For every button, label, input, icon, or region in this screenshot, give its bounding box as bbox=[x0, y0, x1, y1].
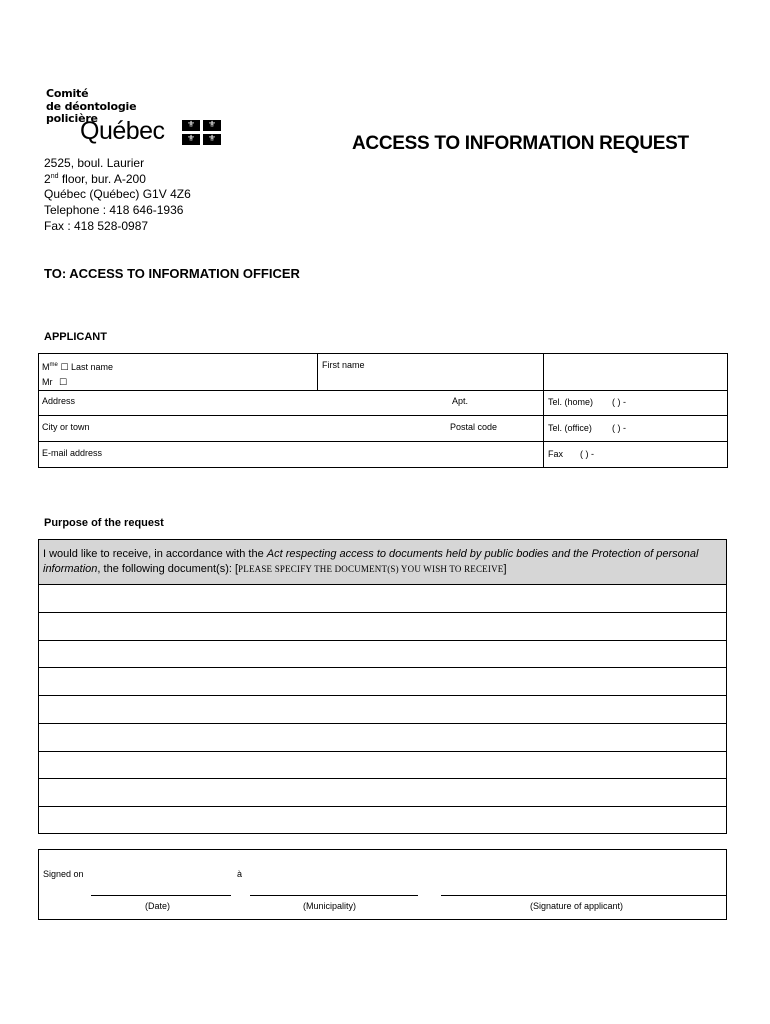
purpose-table bbox=[38, 539, 727, 834]
tel-office-mask: ( ) - bbox=[612, 423, 626, 433]
email-label: E-mail address bbox=[42, 448, 103, 458]
document-line[interactable] bbox=[39, 695, 726, 696]
address-city: Québec (Québec) G1V 4Z6 bbox=[44, 187, 191, 202]
table-col-divider bbox=[543, 353, 544, 468]
table-row-divider bbox=[38, 441, 728, 442]
address-label: Address bbox=[42, 396, 76, 406]
logo-line-3: policière bbox=[46, 112, 98, 125]
logo-line-2: de déontologie bbox=[46, 99, 137, 113]
tel-office-label: Tel. (office) bbox=[548, 423, 592, 433]
table-border-top bbox=[38, 353, 728, 354]
signature-block bbox=[38, 849, 727, 920]
fax-label: Fax bbox=[548, 449, 564, 459]
purpose-heading: Purpose of the request bbox=[44, 517, 164, 529]
document-line[interactable] bbox=[39, 667, 726, 668]
table-col-divider bbox=[317, 353, 318, 391]
document-line[interactable] bbox=[39, 751, 726, 752]
tel-home-label: Tel. (home) bbox=[548, 397, 594, 407]
address-telephone: Telephone : 418 646-1936 bbox=[44, 203, 184, 218]
quebec-flag-icon bbox=[182, 120, 222, 146]
purpose-instructions: I would like to receive, in accordance with the Act respecting access to documents held by public bodies and the Protection of personal information, the following document(s): [PLEASE SPECIFY THE DOCUMENT(S) YOU WISH TO RECEIVE] bbox=[43, 548, 699, 575]
quebec-wordmark: Québec bbox=[80, 117, 165, 145]
tel-home-mask: ( ) - bbox=[612, 397, 626, 407]
date-caption: (Date) bbox=[145, 901, 171, 911]
page-title: ACCESS TO INFORMATION REQUEST bbox=[352, 133, 689, 154]
address-floor: 2nd floor, bur. A-200 bbox=[44, 171, 146, 186]
municipality-field[interactable] bbox=[250, 895, 418, 896]
table-border-left bbox=[38, 353, 39, 468]
apt-label: Apt. bbox=[452, 396, 469, 406]
municipality-caption: (Municipality) bbox=[303, 901, 357, 911]
mr-checkbox[interactable]: ☐ bbox=[59, 377, 68, 387]
logo-line-1: Comité bbox=[46, 87, 89, 100]
fleur-de-lis-icon: ⚜ bbox=[203, 120, 221, 131]
applicant-heading: APPLICANT bbox=[44, 331, 107, 343]
purpose-header-cell bbox=[39, 540, 726, 585]
address-fax: Fax : 418 528-0987 bbox=[44, 218, 149, 233]
document-line[interactable] bbox=[39, 806, 726, 807]
address-street: 2525, boul. Laurier bbox=[44, 156, 145, 170]
address-block bbox=[44, 156, 191, 235]
mme-option[interactable]: $M^{me}$ ☐ Last name bbox=[42, 362, 113, 372]
signed-on-label: Signed on bbox=[43, 869, 84, 879]
postal-code-label: Postal code bbox=[450, 422, 498, 432]
city-label: City or town bbox=[42, 422, 90, 432]
mme-checkbox[interactable]: ☐ bbox=[60, 362, 69, 372]
fleur-de-lis-icon: ⚜ bbox=[182, 120, 200, 131]
first-name-label: First name bbox=[322, 360, 365, 370]
document-line[interactable] bbox=[39, 723, 726, 724]
signature-field[interactable] bbox=[441, 895, 726, 896]
fleur-de-lis-icon: ⚜ bbox=[203, 134, 221, 145]
fax-mask: ( ) - bbox=[580, 449, 594, 459]
table-border-bottom bbox=[38, 467, 728, 468]
fleur-de-lis-icon: ⚜ bbox=[182, 134, 200, 145]
document-line[interactable] bbox=[39, 778, 726, 779]
date-field[interactable] bbox=[91, 895, 231, 896]
signature-caption: (Signature of applicant) bbox=[530, 901, 624, 911]
table-row-divider bbox=[38, 415, 728, 416]
table-row-divider bbox=[38, 390, 728, 391]
recipient-line: TO: ACCESS TO INFORMATION OFFICER bbox=[44, 266, 300, 281]
document-line[interactable] bbox=[39, 640, 726, 641]
mr-option[interactable]: Mr ☐ bbox=[42, 377, 68, 387]
table-border-right bbox=[727, 353, 728, 468]
document-line[interactable] bbox=[39, 612, 726, 613]
a-label: à bbox=[237, 869, 243, 879]
last-name-label: Last name bbox=[70, 362, 113, 372]
